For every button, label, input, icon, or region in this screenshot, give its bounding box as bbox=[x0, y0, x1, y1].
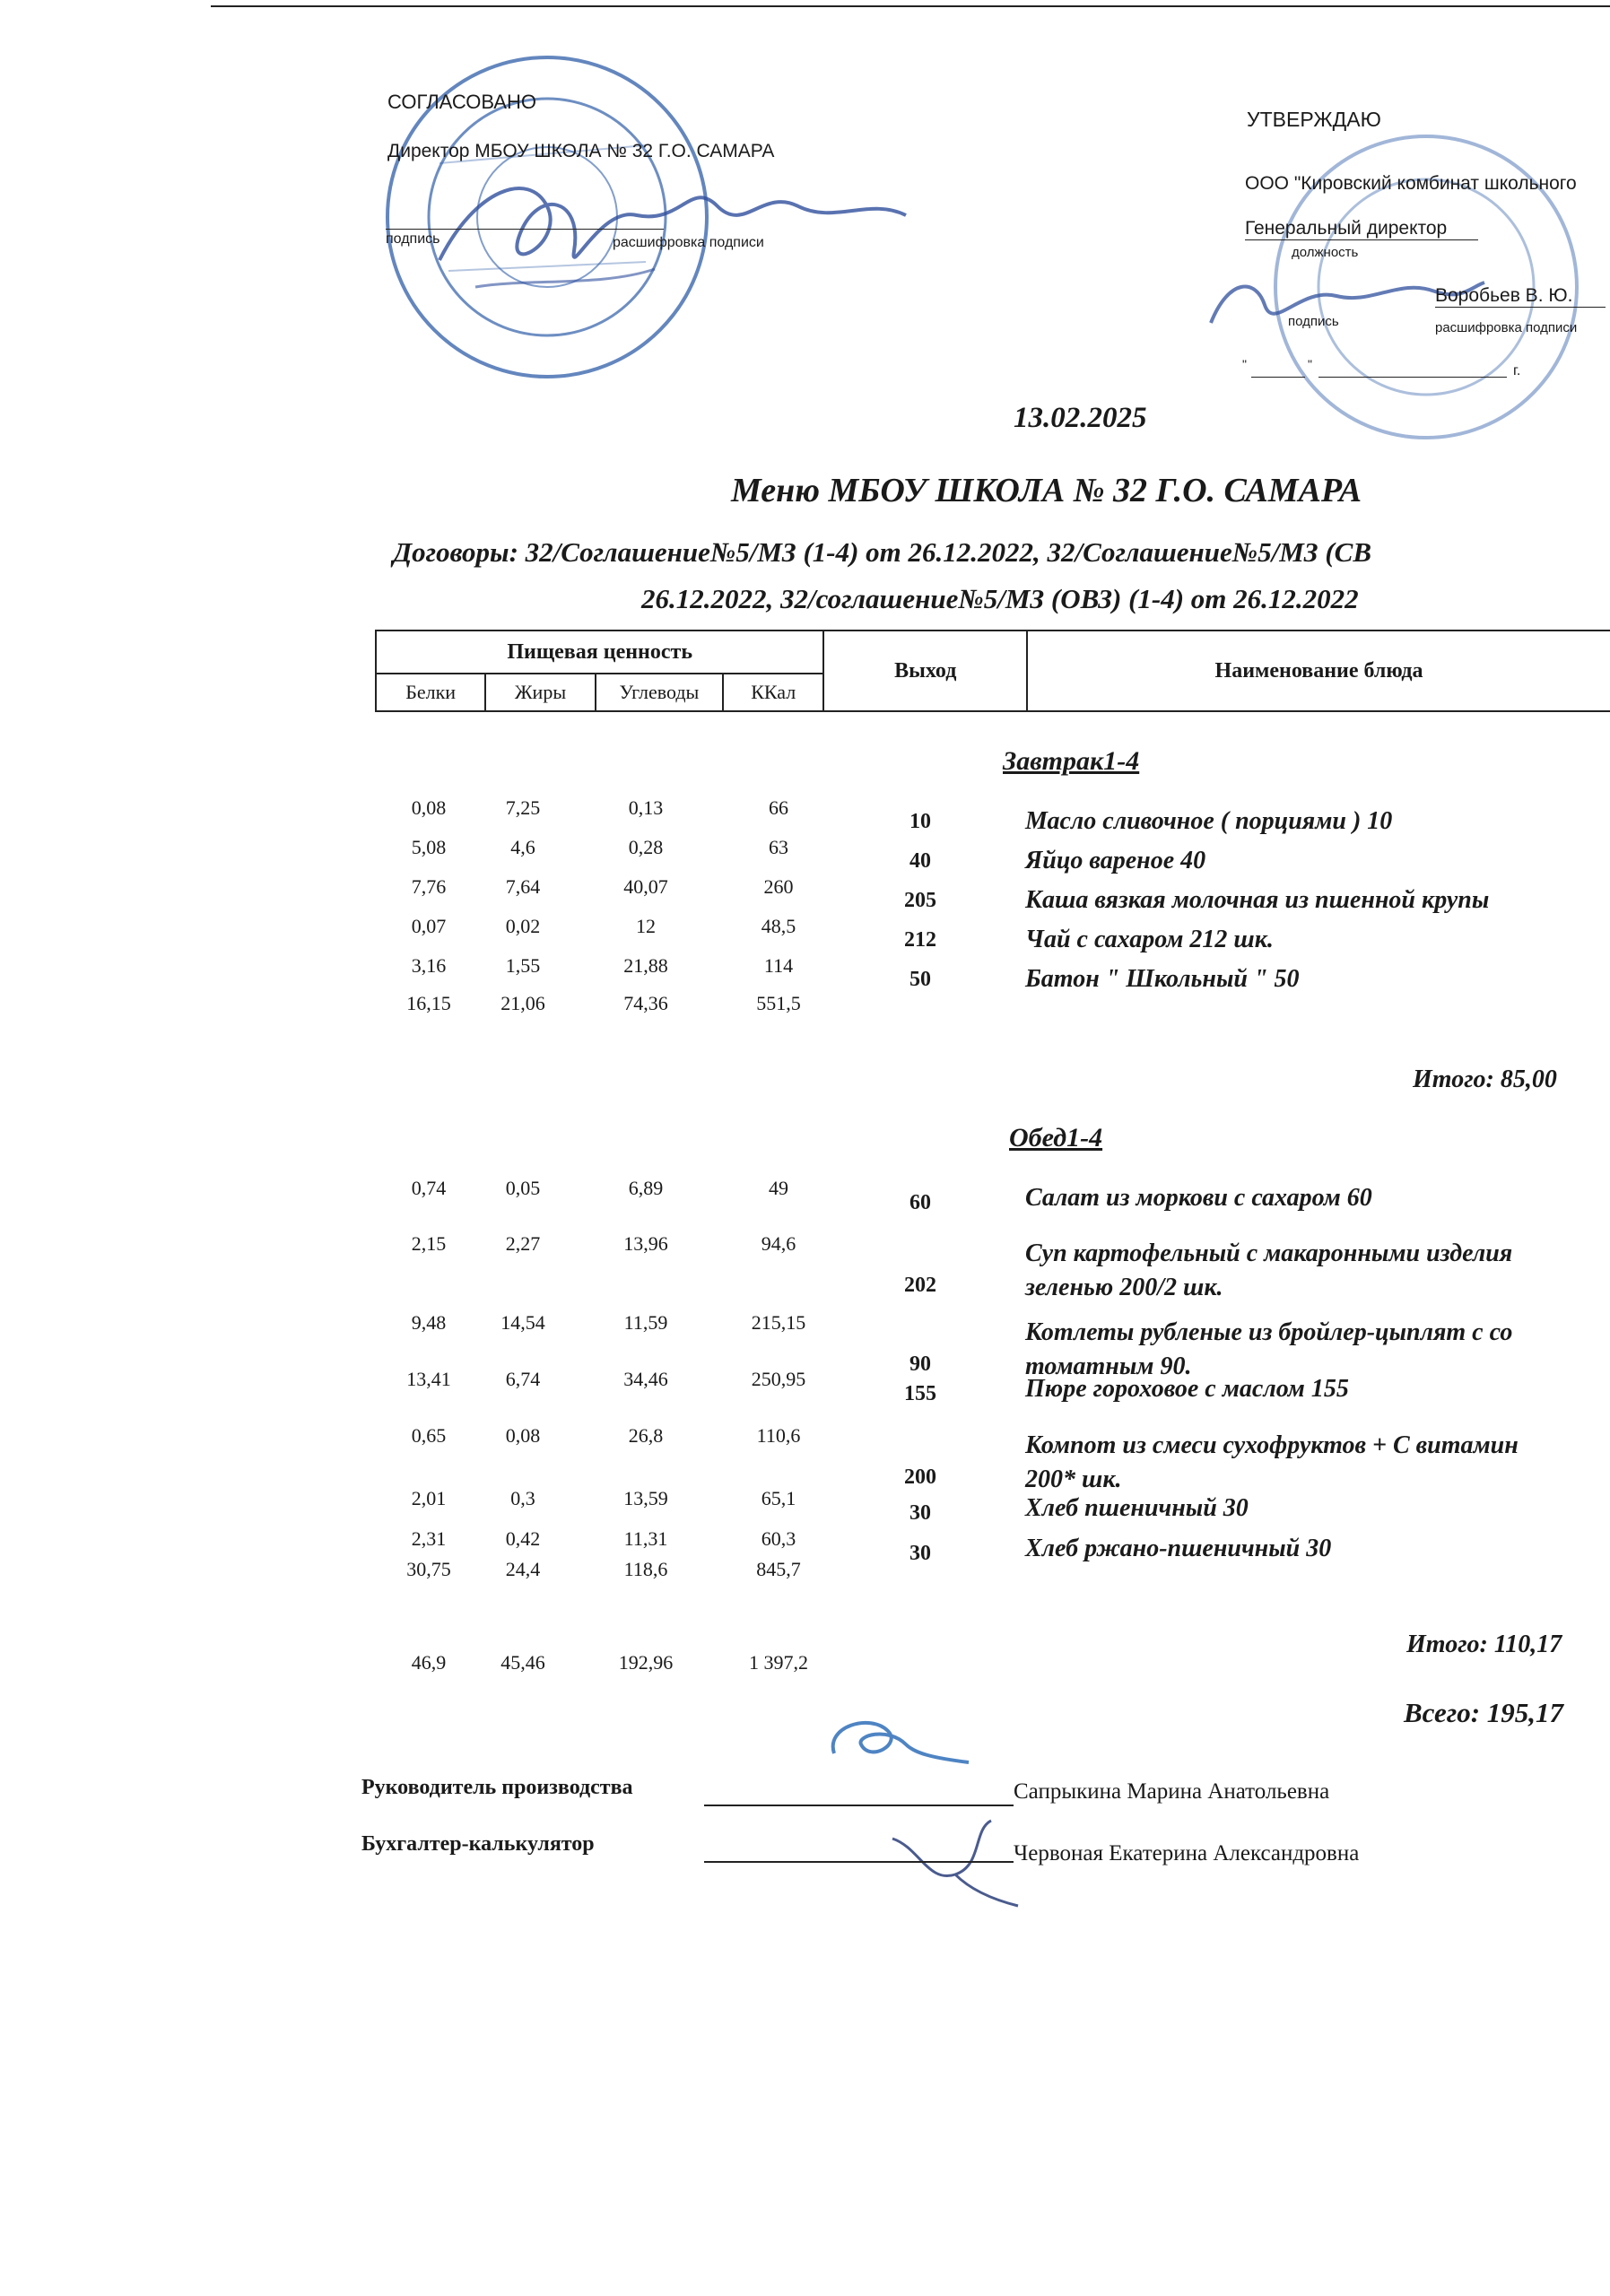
accountant-signature-line bbox=[704, 1861, 1014, 1863]
breakfast-row-f: 0,02 bbox=[505, 915, 541, 937]
head-signature-line bbox=[704, 1805, 1014, 1806]
grand-fats: 45,46 bbox=[500, 1651, 545, 1674]
breakfast-row-f: 7,25 bbox=[505, 796, 541, 819]
lunch-row-k: 110,6 bbox=[756, 1424, 801, 1447]
lunch-row-dish: Хлеб пшеничный 30 bbox=[1025, 1494, 1249, 1522]
lunch-row-c: 11,31 bbox=[623, 1527, 668, 1550]
breakfast-total-k: 551,5 bbox=[756, 992, 801, 1014]
lunch-row-dish: Салат из моркови с сахаром 60 bbox=[1025, 1184, 1372, 1212]
lunch-total-f: 24,4 bbox=[505, 1558, 541, 1580]
breakfast-total-p: 16,15 bbox=[406, 992, 451, 1014]
header-kcal: ККал bbox=[723, 674, 823, 711]
breakfast-row-c: 0,13 bbox=[628, 796, 664, 819]
lunch-row-output: 200 bbox=[904, 1465, 936, 1489]
breakfast-row-k: 66 bbox=[769, 796, 788, 819]
lunch-row-p: 9,48 bbox=[411, 1311, 447, 1334]
lunch-row-c: 6,89 bbox=[628, 1177, 664, 1199]
header-nutrition: Пищевая ценность bbox=[376, 631, 823, 674]
header-proteins: Белки bbox=[376, 674, 485, 711]
grand-vsego: Всего: 195,17 bbox=[1404, 1697, 1564, 1728]
header-output: Выход bbox=[823, 631, 1027, 711]
date-day-line bbox=[1251, 377, 1305, 378]
lunch-row-c: 13,96 bbox=[623, 1232, 668, 1255]
lunch-row-dish: Суп картофельный с макаронными изделия bbox=[1025, 1239, 1513, 1267]
approval-right-decode-caption: расшифровка подписи bbox=[1435, 320, 1578, 335]
date-year-suffix: г. bbox=[1513, 363, 1521, 378]
breakfast-itogo: Итого: 85,00 bbox=[1413, 1065, 1557, 1093]
grand-kcal: 1 397,2 bbox=[749, 1651, 808, 1674]
breakfast-row-f: 1,55 bbox=[505, 954, 541, 977]
breakfast-row-output: 50 bbox=[909, 968, 931, 991]
lunch-row-c: 26,8 bbox=[628, 1424, 664, 1447]
lunch-row-k: 94,6 bbox=[761, 1232, 796, 1255]
lunch-total-k: 845,7 bbox=[756, 1558, 801, 1580]
lunch-row-output: 155 bbox=[904, 1382, 936, 1405]
top-border-line bbox=[211, 5, 1610, 7]
approval-right-position: Генеральный директор bbox=[1245, 218, 1478, 240]
breakfast-row-c: 12 bbox=[636, 915, 656, 937]
lunch-row-f: 0,3 bbox=[510, 1487, 535, 1509]
date-quote-close: " bbox=[1308, 357, 1312, 371]
approval-left-title: СОГЛАСОВАНО bbox=[387, 91, 536, 113]
lunch-row-f: 0,08 bbox=[505, 1424, 541, 1447]
lunch-row-k: 65,1 bbox=[761, 1487, 796, 1509]
approval-left-signature-caption: подпись bbox=[386, 229, 664, 248]
approval-right-title: УТВЕРЖДАЮ bbox=[1247, 108, 1381, 131]
lunch-row-f: 14,54 bbox=[500, 1311, 545, 1334]
breakfast-row-output: 212 bbox=[904, 928, 936, 952]
grand-carbs: 192,96 bbox=[618, 1651, 674, 1674]
lunch-row-k: 215,15 bbox=[751, 1311, 806, 1334]
approval-right-signer-name: Воробьев В. Ю. bbox=[1435, 285, 1606, 308]
breakfast-row-c: 21,88 bbox=[623, 954, 668, 977]
breakfast-row-output: 205 bbox=[904, 889, 936, 912]
lunch-row-f: 0,05 bbox=[505, 1177, 541, 1199]
grand-proteins: 46,9 bbox=[411, 1651, 447, 1674]
approval-right-org: ООО "Кировский комбинат школьного bbox=[1245, 173, 1577, 194]
lunch-row-dish-line2: зеленью 200/2 шк. bbox=[1025, 1274, 1223, 1301]
breakfast-row-p: 5,08 bbox=[411, 836, 447, 858]
lunch-row-dish-line2: 200* шк. bbox=[1025, 1465, 1122, 1493]
header-carbs: Углеводы bbox=[596, 674, 723, 711]
breakfast-total-c: 74,36 bbox=[623, 992, 668, 1014]
breakfast-row-f: 7,64 bbox=[505, 875, 541, 898]
head-signature bbox=[816, 1709, 978, 1780]
lunch-row-output: 30 bbox=[909, 1501, 931, 1525]
breakfast-row-k: 48,5 bbox=[761, 915, 796, 937]
lunch-row-output: 90 bbox=[909, 1352, 931, 1376]
lunch-row-c: 11,59 bbox=[623, 1311, 668, 1334]
date-month-line bbox=[1318, 377, 1507, 378]
accountant-name: Червоная Екатерина Александровна bbox=[1014, 1841, 1360, 1866]
lunch-row-output: 60 bbox=[909, 1191, 931, 1214]
lunch-row-dish: Компот из смеси сухофруктов + С витамин bbox=[1025, 1431, 1519, 1459]
lunch-row-p: 0,74 bbox=[411, 1177, 447, 1199]
lunch-row-k: 250,95 bbox=[751, 1368, 806, 1390]
menu-table-header bbox=[375, 630, 1610, 712]
approval-left-decode-caption: расшифровка подписи bbox=[613, 235, 764, 250]
date-quote-open: " bbox=[1242, 357, 1247, 371]
breakfast-row-p: 3,16 bbox=[411, 954, 447, 977]
lunch-row-output: 202 bbox=[904, 1274, 936, 1297]
breakfast-row-p: 0,07 bbox=[411, 915, 447, 937]
breakfast-row-c: 40,07 bbox=[623, 875, 668, 898]
breakfast-row-p: 0,08 bbox=[411, 796, 447, 819]
lunch-row-dish: Пюре гороховое с маслом 155 bbox=[1025, 1375, 1349, 1403]
lunch-row-f: 2,27 bbox=[505, 1232, 541, 1255]
lunch-row-p: 2,15 bbox=[411, 1232, 447, 1255]
lunch-row-p: 0,65 bbox=[411, 1424, 447, 1447]
lunch-row-k: 49 bbox=[769, 1177, 788, 1199]
breakfast-row-f: 4,6 bbox=[510, 836, 535, 858]
breakfast-row-output: 40 bbox=[909, 849, 931, 873]
breakfast-row-k: 260 bbox=[763, 875, 794, 898]
lunch-row-dish: Хлеб ржано-пшеничный 30 bbox=[1025, 1535, 1332, 1562]
lunch-title: Обед1-4 bbox=[1009, 1123, 1103, 1152]
header-fats: Жиры bbox=[485, 674, 595, 711]
accountant-label: Бухгалтер-калькулятор bbox=[361, 1832, 595, 1856]
breakfast-row-dish: Яйцо вареное 40 bbox=[1025, 847, 1206, 874]
header-dish-name: Наименование блюда bbox=[1027, 631, 1610, 711]
head-label: Руководитель производства bbox=[361, 1776, 633, 1799]
breakfast-row-dish: Чай с сахаром 212 шк. bbox=[1025, 926, 1274, 953]
breakfast-total-f: 21,06 bbox=[500, 992, 545, 1014]
breakfast-row-dish: Каша вязкая молочная из пшенной крупы bbox=[1025, 886, 1490, 914]
breakfast-title: Завтрак1-4 bbox=[1003, 746, 1140, 776]
breakfast-row-c: 0,28 bbox=[628, 836, 664, 858]
lunch-row-c: 34,46 bbox=[623, 1368, 668, 1390]
approval-left-director: Директор МБОУ ШКОЛА № 32 Г.О. САМАРА bbox=[387, 141, 775, 161]
lunch-row-p: 2,31 bbox=[411, 1527, 447, 1550]
page-title: Меню МБОУ ШКОЛА № 32 Г.О. САМАРА bbox=[731, 472, 1362, 509]
lunch-row-dish: Котлеты рубленые из бройлер-цыплят с со bbox=[1025, 1318, 1513, 1346]
breakfast-row-p: 7,76 bbox=[411, 875, 447, 898]
lunch-total-p: 30,75 bbox=[406, 1558, 451, 1580]
lunch-row-f: 0,42 bbox=[505, 1527, 541, 1550]
lunch-total-c: 118,6 bbox=[623, 1558, 668, 1580]
breakfast-row-dish: Батон " Школьный " 50 bbox=[1025, 965, 1300, 993]
menu-date: 13.02.2025 bbox=[1014, 402, 1147, 434]
lunch-row-c: 13,59 bbox=[623, 1487, 668, 1509]
approval-right-signature-caption: подпись bbox=[1288, 314, 1339, 329]
contracts-line-1: Договоры: 32/Соглашение№5/МЗ (1-4) от 26.12.2022, 32/Соглашение№5/МЗ (СВ bbox=[393, 536, 1372, 568]
lunch-row-f: 6,74 bbox=[505, 1368, 541, 1390]
breakfast-row-k: 63 bbox=[769, 836, 788, 858]
lunch-row-p: 13,41 bbox=[406, 1368, 451, 1390]
approval-right-position-caption: должность bbox=[1292, 245, 1359, 260]
breakfast-row-k: 114 bbox=[763, 954, 794, 977]
lunch-row-output: 30 bbox=[909, 1542, 931, 1565]
breakfast-row-output: 10 bbox=[909, 810, 931, 833]
lunch-row-p: 2,01 bbox=[411, 1487, 447, 1509]
lunch-itogo: Итого: 110,17 bbox=[1406, 1631, 1562, 1658]
contracts-line-2: 26.12.2022, 32/соглашение№5/МЗ (ОВЗ) (1-4) от 26.12.2022 bbox=[641, 583, 1359, 614]
lunch-row-dish-line2: томатным 90. bbox=[1025, 1352, 1192, 1380]
head-name: Сапрыкина Марина Анатольевна bbox=[1014, 1779, 1330, 1804]
breakfast-row-dish: Масло сливочное ( порциями ) 10 bbox=[1025, 807, 1393, 835]
lunch-row-k: 60,3 bbox=[761, 1527, 796, 1550]
